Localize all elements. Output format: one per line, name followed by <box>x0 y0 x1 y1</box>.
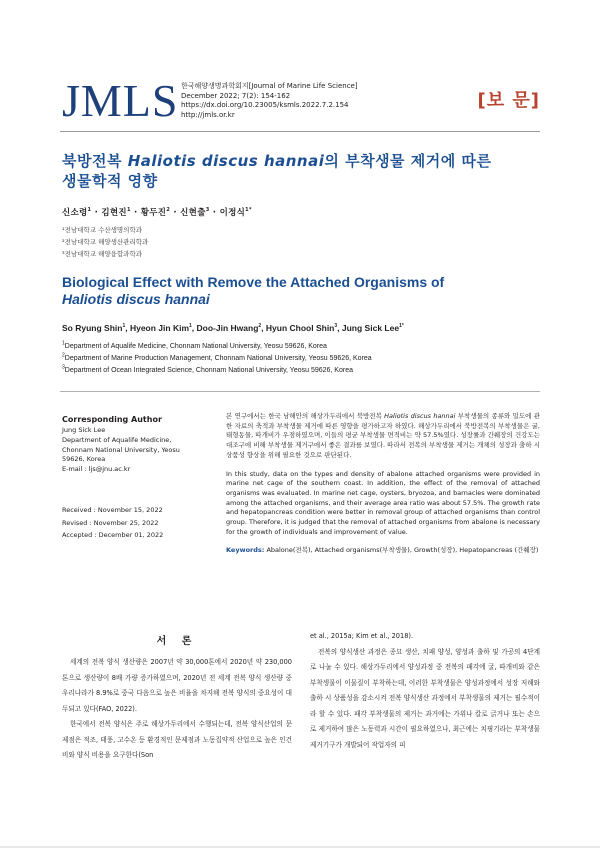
doi-link[interactable]: https://dx.doi.org/10.23005/ksmls.2022.7.2.154 <box>181 101 349 110</box>
section-divider <box>60 391 540 392</box>
author-affiliation-mark: 1 <box>87 207 92 214</box>
author-affiliation-mark: 2 <box>258 323 262 330</box>
title-ko-line2: 생물학적 영향 <box>62 172 158 190</box>
abstract-ko: 본 연구에서는 한국 남해안의 해상가두리에서 북방전복 Haliotis discus hannai 부착생물의 종류와 밀도에 관한 자료의 축적과 부착생물 제거에 따른 영향을 평가하고자 하였다. 해상가두리에서 북방전복의 부착생물은 굴, 태형동물, 따개비가 우점하였으며, 이들의 평균 부착생물 면적비는 약 57.5%였다. 성장률과 간췌장의 건강도는 대조구에 비해 부착생물 제거구에서 좋은 결과를 보였다. 따라서 전복의 부착생물 제거는 개체의 성장과 출하 시 상품성 향상을 위해 필요한 것으로 판단된다. <box>226 412 540 459</box>
journal-logo: JMLS <box>62 75 179 126</box>
affiliation-ko-2: ²전남대학교 해양생산관리학과 <box>62 238 149 246</box>
keywords <box>226 546 540 556</box>
title-en-line1: Biological Effect with Remove the Attached Organisms of <box>62 274 445 290</box>
date-accepted: Accepted : December 01, 2022 <box>62 531 164 539</box>
date-revised: Revised : November 25, 2022 <box>62 518 159 527</box>
journal-url[interactable]: http://jmls.or.kr <box>181 111 235 120</box>
author-name: Hyun Chool Shin <box>265 323 335 333</box>
abstract <box>226 412 540 565</box>
journal-info <box>181 82 358 121</box>
affiliation-en-1: $^1$Department of Aqualife Medicine, Chonnam National University, Yeosu 59626, Korea <box>62 340 327 350</box>
corresponding-line: Department of Aqualife Medicine, <box>62 435 172 444</box>
corresponding-title: Corresponding Author <box>62 415 162 424</box>
affiliation-ko-3: ³전남대학교 해양융합과학과 <box>62 250 143 258</box>
body-paragraph: 세계의 전복 양식 생산량은 2007년 약 30,000톤에서 2020년 약 230,000톤으로 생산량이 8배 가량 증가하였으며, 2020년 전 세계 전복 양식 생산량 중 우리나라가 8.9%로 중국 다음으로 높은 비율을 차지해 전복 양식의 중요성이 대두되고 있다(FAO, 2022). <box>62 658 292 713</box>
author-name: Doo-Jin Hwang <box>196 323 259 333</box>
author-name: 김현진 <box>101 208 127 218</box>
author-affiliation-mark: 1* <box>245 207 252 214</box>
author-affiliation-mark: 2 <box>166 207 171 214</box>
corresponding-email[interactable]: E-mail : ljs@jnu.ac.kr <box>62 465 131 474</box>
date-received: Received : November 15, 2022 <box>62 506 163 514</box>
author-affiliation-mark: 1 <box>122 323 126 330</box>
affiliation-en-3: $^3$Department of Ocean Integrated Science, Chonnam National University, Yeosu 59626, Korea <box>62 364 353 374</box>
journal-name: 한국해양생명과학회지[Journal of Marine Life Science] <box>181 82 358 90</box>
body-column-left <box>62 655 292 764</box>
title-ko-species: Haliotis discus hannai <box>127 152 325 170</box>
body-column-right <box>310 629 540 753</box>
authors-en: So Ryung Shin$^1$, Hyeon Jin Kim$^1$, Doo-Jin Hwang$^2$, Hyun Chool Shin$^3$, Jung Sick Lee$^{1*}$ <box>62 323 404 333</box>
affiliation-en-2: $^2$Department of Marine Production Management, Chonnam National University, Yeosu 59626, Korea <box>62 352 372 362</box>
keywords-list: Abalone(전복), Attached organisms(부착생물), Growth(성장), Hepatopancreas (간췌장) <box>264 546 539 555</box>
author-name: 이정식 <box>219 208 246 218</box>
abstract-en: In this study, data on the types and density of abalone attached organisms were provided in marine net cage of the southern coast. In addition, the effect of the removal of attached organisms was evaluated. In marine net cage, oysters, bryozoa, and barnacles were dominated among the attached organisms, and their average area ratio was about 57.5%. The growth rate and hepatopancreas condition were better in removal group of attached organisms than control group. Therefore, it is judged that the removal of attached organisms from abalone is necessary for the growth of individuals and improvement of value. <box>226 469 540 536</box>
author-affiliation-mark: 3 <box>334 323 338 330</box>
body-paragraph: et al., 2015a; Kim et al., 2018). <box>310 632 414 640</box>
author-name: 황두진 <box>140 208 167 218</box>
header-divider <box>60 131 540 132</box>
corresponding-author <box>62 415 212 475</box>
author-name: So Ryung Shin <box>62 323 123 333</box>
author-name: Jung Sick Lee <box>341 323 400 333</box>
authors-ko: 신소령$^1$ · 김현진$^1$ · 황두진$^2$ · 신현출$^3$ · 이정식$^{1*}$ <box>62 207 252 218</box>
title-ko-part: 의 부착생물 제거에 따른 <box>324 152 492 170</box>
title-en-line2: Haliotis discus hannai <box>62 291 210 307</box>
article-dates <box>62 504 163 542</box>
author-affiliation-mark: 3 <box>205 207 210 214</box>
author-affiliation-mark: 1 <box>126 207 131 214</box>
corresponding-line: Jung Sick Lee <box>62 426 106 434</box>
author-affiliation-mark: 1* <box>399 323 404 330</box>
affiliation-ko-1: ¹전남대학교 수산생명의학과 <box>62 226 143 234</box>
corresponding-line: 59626, Korea <box>62 455 106 464</box>
keywords-label: Keywords: <box>226 546 265 555</box>
body-paragraph: 전복의 양식생산 과정은 종묘 생산, 치패 양성, 양성과 출하 및 가공의 4단계로 나눌 수 있다. 해상가두리에서 양성과정 중 전복의 패각에 굴, 따개비와 같은 부착생물이 이물질이 부착하는데, 이러한 부착생물은 양성과정에서 성장 저해와 출하 시 상품성을 감소시켜 전복 양식생산 과정에서 부착생물의 제거는 필수적이라 할 수 있다. 패각 부착생물의 제거는 과거에는 가위나 칼로 긁거나 또는 손으로 제거하여 많은 노동력과 시간이 필요하였으나, 최근에는 치핑기라는 부착생물 제거기구가 개발되어 작업자의 피 <box>310 647 540 749</box>
intro-heading: 서 론 <box>156 636 198 647</box>
corresponding-line: Chonnam National University, Yeosu <box>62 445 180 454</box>
title-ko-part: 북방전복 <box>62 152 128 170</box>
body-paragraph: 한국에서 전복 양식은 주로 해상가두리에서 수행되는데, 전복 양식산업의 문제점은 적조, 태풍, 고수온 등 환경적인 문제점과 노동집약적 산업으로 높은 인건비와 양식 비용을 요구한다(Son <box>62 720 292 759</box>
author-affiliation-mark: 1 <box>189 323 192 330</box>
author-name: 신현출 <box>180 208 206 218</box>
article-type-label: [보 문] <box>477 90 540 111</box>
author-name: 신소령 <box>62 208 88 218</box>
author-name: Hyeon Jin Kim <box>129 323 190 333</box>
journal-issue: December 2022; 7(2): 154-162 <box>181 91 291 100</box>
title-ko-line1 <box>62 150 491 171</box>
